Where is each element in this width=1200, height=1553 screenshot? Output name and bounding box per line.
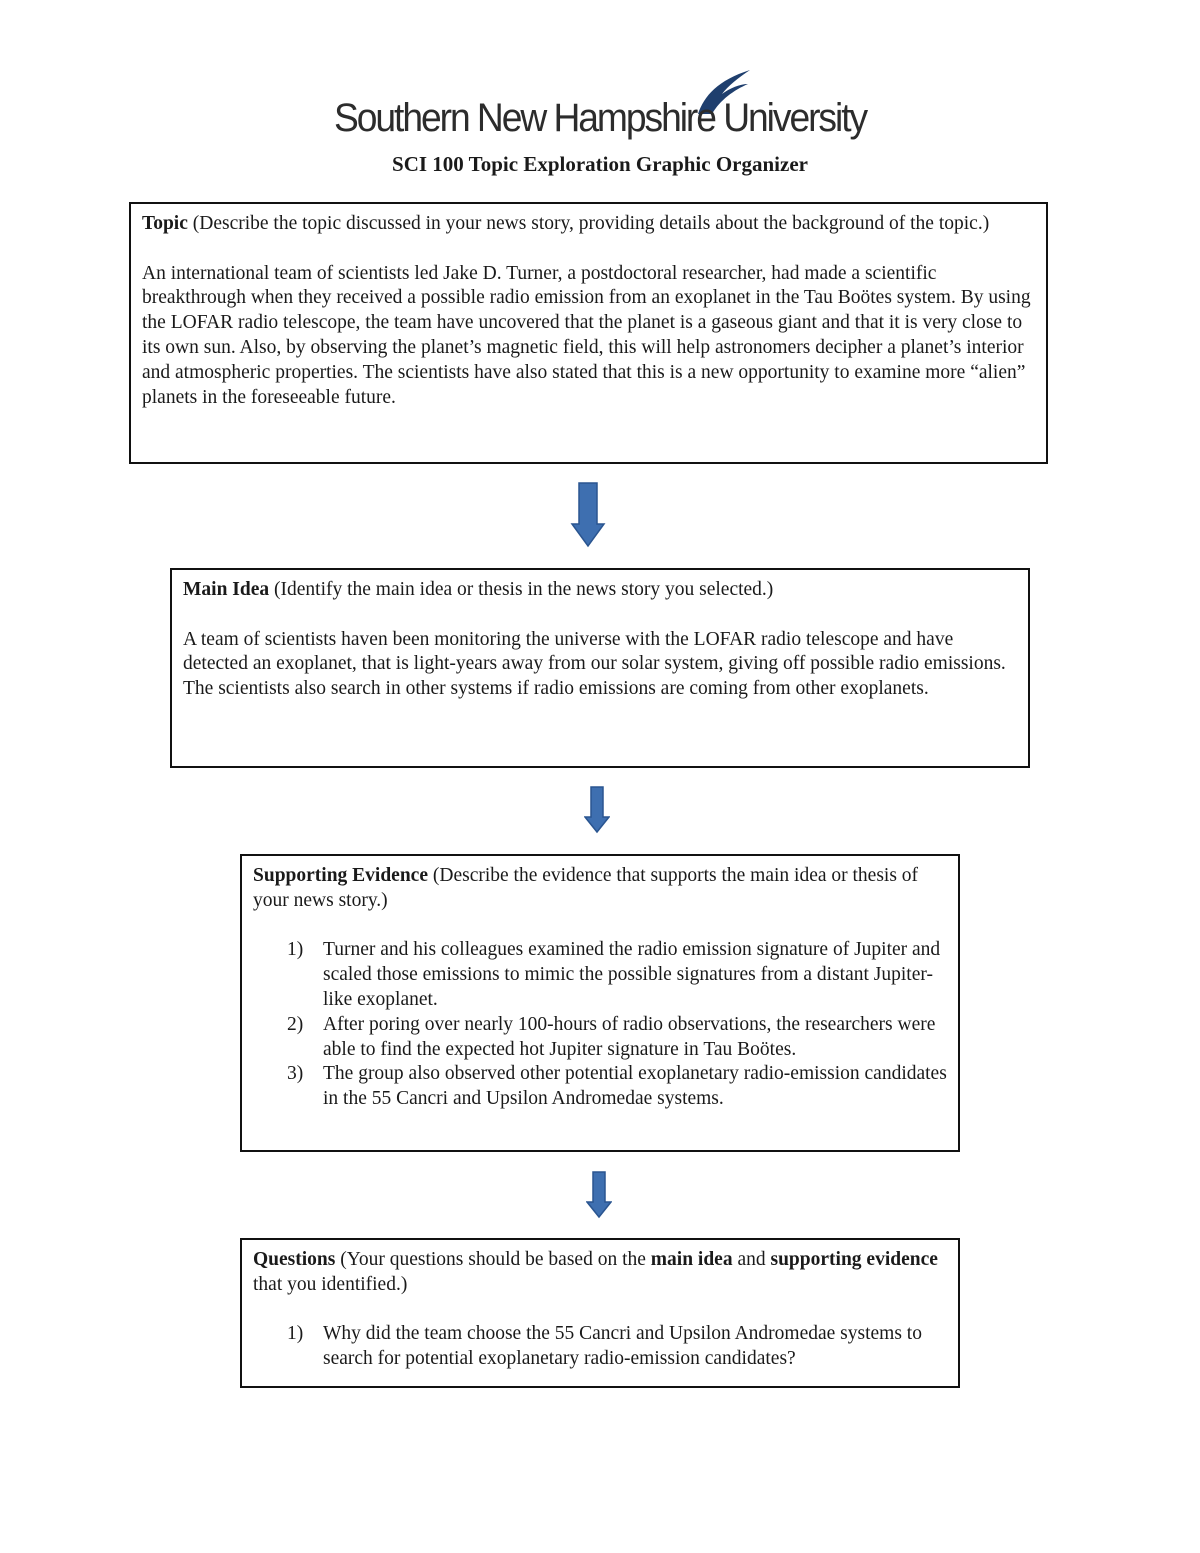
questions-prompt: and (732, 1249, 771, 1270)
down-arrow-icon (586, 1171, 612, 1219)
list-item (253, 938, 947, 1012)
questions-prompt: that you identified.) (253, 1273, 408, 1295)
questions-prompt-emphasis: main idea (650, 1249, 733, 1270)
questions-box (240, 1238, 960, 1388)
questions-heading: Questions (253, 1249, 336, 1270)
list-item-number: 1) (287, 1323, 304, 1345)
main-idea-body: A team of scientists haven been monitoring the universe with the LOFAR radio telescope and have detected an exoplanet, that is light-years away from our solar system, giving off possible radio emissions. The scientists also search in other systems if radio emissions are coming from other exoplanets. (183, 628, 1006, 700)
questions-list (253, 1322, 947, 1372)
list-item-text: After poring over nearly 100-hours of radio observations, the researchers were able to find the expected hot Jupiter signature in Tau Boötes. (323, 1013, 936, 1060)
down-arrow-icon (570, 482, 606, 548)
list-item-number: 3) (287, 1063, 304, 1085)
list-item-number: 1) (287, 939, 304, 961)
questions-prompt: (Your questions should be based on the (335, 1249, 651, 1270)
university-name: Southern New Hampshire University (334, 96, 867, 140)
topic-body: An international team of scientists led Jake D. Turner, a postdoctoral researcher, had made a scientific breakthrough when they received a possible radio emission from an exoplanet in the Tau Boötes system. By using the LOFAR radio telescope, the team have uncovered that the planet is a gaseous giant and that it is very close to its own sun. Also, by observing the planet’s magnetic field, this will help astronomers decipher a planet’s interior and atmospheric properties. The scientists have also stated that this is a new opportunity to examine more “alien” planets in the foreseeable future. (142, 262, 1031, 408)
topic-box (129, 202, 1048, 464)
evidence-header (253, 864, 947, 914)
list-item-text: The group also observed other potential exoplanetary radio-emission candidates in the 55 Cancri and Upsilon Andromedae systems. (323, 1063, 947, 1110)
questions-prompt-emphasis: supporting evidence (770, 1249, 938, 1270)
evidence-prompt: (Describe the evidence that supports the main idea or thesis of your news story.) (253, 865, 919, 911)
main-idea-box (170, 568, 1030, 768)
page-title: SCI 100 Topic Exploration Graphic Organizer (392, 152, 808, 176)
evidence-list (253, 938, 947, 1112)
topic-header (142, 212, 1035, 237)
topic-heading: Topic (142, 213, 188, 234)
topic-prompt: (Describe the topic discussed in your news story, providing details about the background of the topic.) (187, 213, 990, 234)
main-idea-heading: Main Idea (183, 579, 270, 600)
list-item-number: 2) (287, 1013, 304, 1035)
supporting-evidence-box (240, 854, 960, 1152)
main-idea-prompt: (Identify the main idea or thesis in the news story you selected.) (269, 579, 774, 600)
list-item-text: Why did the team choose the 55 Cancri and Upsilon Andromedae systems to search for potential exoplanetary radio-emission candidates? (323, 1323, 922, 1370)
list-item-text: Turner and his colleagues examined the radio emission signature of Jupiter and scaled those emissions to mimic the possible signatures from a distant Jupiter-like exoplanet. (323, 939, 941, 1010)
list-item (253, 1013, 947, 1063)
evidence-heading: Supporting Evidence (253, 865, 428, 886)
questions-header (253, 1248, 947, 1298)
university-logo (334, 68, 874, 154)
list-item (253, 1322, 947, 1372)
list-item (253, 1062, 947, 1112)
down-arrow-icon (584, 786, 610, 834)
main-idea-header (183, 578, 1017, 603)
